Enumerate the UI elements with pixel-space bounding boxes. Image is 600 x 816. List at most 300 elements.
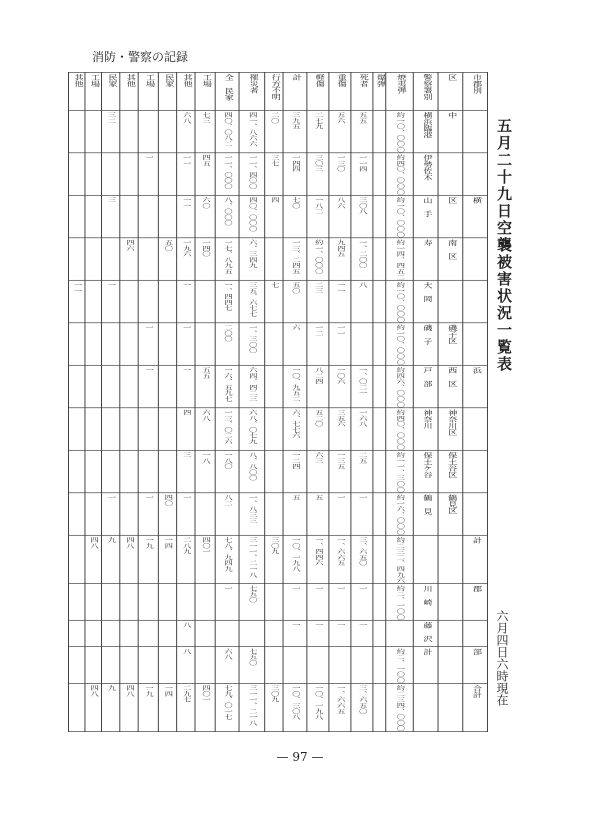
cell-value: 一九六 [181, 239, 191, 257]
row-label-shi [463, 647, 488, 684]
table-row [68, 683, 487, 731]
cell-fo [177, 647, 195, 684]
cell-value: 六八 [200, 409, 210, 421]
row-label-text: 保土谷区 [445, 451, 456, 478]
cell-value: 一一 [181, 196, 191, 209]
cell-bf [85, 620, 102, 646]
cell-ff [195, 238, 215, 280]
cell-bf [85, 647, 102, 684]
cell-tot [283, 584, 307, 621]
row-label-text: 区 [445, 196, 456, 204]
col-header-label: 全 民家 [222, 73, 233, 101]
cell-value: 一、四四七 [222, 281, 232, 311]
cell-bo [68, 280, 85, 322]
row-label-shi [463, 620, 488, 646]
cell-value: 六、七七六 [290, 409, 300, 439]
cell-value: 八 [181, 648, 191, 655]
col-header-hf [138, 72, 158, 110]
row-label-police [413, 408, 438, 450]
cell-lig [307, 323, 329, 365]
cell-bf [85, 280, 102, 322]
cell-lig [307, 365, 329, 407]
cell-value: 一〇、三〇八 [290, 684, 300, 720]
cell-hp [158, 195, 176, 237]
cell-inc [386, 323, 414, 365]
cell-hp [158, 280, 176, 322]
row-label-police [413, 620, 438, 646]
row-label-text: 浜 [470, 366, 481, 374]
cell-inc [386, 153, 414, 195]
cell-bo [68, 493, 85, 535]
cell-value: 一 [290, 585, 300, 591]
cell-hf [138, 195, 158, 237]
cell-lig [307, 450, 329, 492]
cell-sev [329, 323, 351, 365]
cell-fp [215, 238, 239, 280]
cell-value: 一、〇二一 [357, 366, 367, 396]
cell-value: 一一、〇〇〇 [222, 154, 232, 190]
table-row [68, 195, 487, 237]
cell-bomb [373, 450, 386, 492]
cell-lig [307, 153, 329, 195]
cell-value: 五〇 [162, 239, 173, 252]
cell-value: 四 [181, 409, 191, 416]
cell-value: 一 [335, 585, 345, 591]
table-row [68, 620, 487, 646]
cell-value: 八、八〇〇 [247, 451, 257, 481]
cell-dead [351, 110, 373, 152]
cell-value: 一、三〇〇 [247, 324, 257, 354]
cell-ff [195, 647, 215, 684]
cell-value: 一八 [200, 451, 210, 464]
cell-bf [85, 450, 102, 492]
cell-value: 六、三四九 [247, 239, 257, 269]
row-label-ku [438, 450, 463, 492]
cell-value: 三五六 [335, 409, 345, 427]
cell-bp [101, 647, 119, 684]
cell-ho [120, 323, 138, 365]
cell-tot [283, 535, 307, 583]
cell-lig [307, 584, 329, 621]
cell-value: 三〇九 [269, 536, 279, 555]
cell-hf [138, 408, 158, 450]
cell-vic [239, 647, 265, 684]
cell-sev [329, 450, 351, 492]
cell-value: 七九、〇一七 [222, 684, 232, 720]
cell-value: 九四五 [335, 239, 345, 257]
cell-mis [265, 620, 283, 646]
cell-dead [351, 238, 373, 280]
row-label-text: 部 [470, 648, 481, 655]
cell-ho [120, 280, 138, 322]
cell-value: 約四〇、〇〇〇 [394, 409, 405, 450]
col-header-label: 工場 [88, 73, 99, 87]
cell-value: 三五、六七七 [247, 281, 257, 317]
cell-ff [195, 323, 215, 365]
cell-fo [177, 110, 195, 152]
col-header-label: 軽傷 [313, 73, 324, 87]
cell-value: 一〇、一九八 [313, 684, 323, 720]
header-police [413, 72, 438, 110]
table-title: 五月二十九日空襲被害状況一覧表 [495, 118, 513, 373]
cell-bf [85, 493, 102, 535]
cell-value: 一四 [162, 536, 173, 549]
cell-value: 八六 [335, 196, 345, 209]
cell-value: 一四四 [290, 154, 300, 172]
row-label-ku [438, 110, 463, 152]
cell-value: 一一 [335, 324, 345, 336]
row-label-police [413, 647, 438, 684]
cell-fp [215, 110, 239, 152]
cell-value: 四八 [124, 536, 134, 549]
cell-inc [386, 450, 414, 492]
cell-fp [215, 493, 239, 535]
cell-hp [158, 110, 176, 152]
cell-dead [351, 153, 373, 195]
cell-value: 一八〇 [222, 451, 232, 470]
cell-value: 七五〇 [247, 648, 257, 666]
cell-tot [283, 110, 307, 152]
row-label-police [413, 493, 438, 535]
cell-inc [386, 238, 414, 280]
cell-tot [283, 620, 307, 646]
cell-value: 一 [143, 324, 153, 331]
table-row [68, 647, 487, 684]
cell-dead [351, 620, 373, 646]
cell-vic [239, 153, 265, 195]
cell-inc [386, 408, 414, 450]
cell-lig [307, 535, 329, 583]
cell-hp [158, 323, 176, 365]
row-label-ku [438, 323, 463, 365]
row-label-police [413, 584, 438, 621]
col-header-label: 死者 [357, 73, 368, 87]
cell-vic [239, 683, 265, 731]
cell-ff [195, 110, 215, 152]
cell-value: 約一〇、〇〇〇 [394, 196, 405, 238]
cell-value: 九 [106, 536, 116, 543]
cell-vic [239, 110, 265, 152]
table-row [68, 584, 487, 621]
cell-bp [101, 450, 119, 492]
cell-ff [195, 365, 215, 407]
cell-hf [138, 493, 158, 535]
row-label-ku [438, 683, 463, 731]
cell-value: 四五 [200, 154, 210, 167]
cell-ff [195, 584, 215, 621]
cell-sev [329, 238, 351, 280]
cell-value: 四〇、〇〇〇 [247, 196, 257, 232]
cell-value: 七五〇 [247, 585, 257, 603]
cell-inc [386, 683, 414, 731]
cell-value: 約一〇、〇〇〇 [394, 281, 405, 323]
cell-bp [101, 153, 119, 195]
cell-tot [283, 365, 307, 407]
cell-value: 六〇 [200, 196, 210, 209]
cell-tot [283, 323, 307, 365]
row-label-police [413, 323, 438, 365]
cell-value: 約二三二、四九六 [394, 536, 405, 584]
cell-sev [329, 195, 351, 237]
cell-inc [386, 365, 414, 407]
cell-value: 一一 [335, 281, 345, 294]
col-header-label: 重傷 [335, 73, 346, 87]
cell-inc [386, 493, 414, 535]
cell-sev [329, 365, 351, 407]
cell-value: 一九 [143, 684, 153, 697]
cell-value: 一〇、九五二 [290, 366, 300, 402]
cell-hp [158, 584, 176, 621]
cell-bf [85, 365, 102, 407]
cell-hf [138, 153, 158, 195]
cell-value: 一九 [143, 536, 153, 549]
cell-ff [195, 493, 215, 535]
row-label-shi [463, 450, 488, 492]
col-header-bf [85, 72, 102, 110]
table-row [68, 280, 487, 322]
row-label-text: 大 岡 [421, 281, 432, 302]
cell-dead [351, 647, 373, 684]
cell-value: 五 [313, 494, 323, 501]
cell-lig [307, 195, 329, 237]
cell-value: 三〇九 [269, 684, 279, 703]
cell-value: 一、二〇〇 [357, 239, 367, 269]
row-label-ku [438, 365, 463, 407]
cell-value: 一一 [72, 281, 82, 294]
cell-value: 一四 [162, 684, 173, 697]
col-header-dead [351, 72, 373, 110]
cell-inc [386, 280, 414, 322]
cell-fp [215, 195, 239, 237]
cell-value: 一一 [181, 154, 191, 167]
cell-value: 一 [335, 621, 345, 628]
cell-dead [351, 195, 373, 237]
cell-fo [177, 493, 195, 535]
row-label-text: 中 [445, 111, 456, 119]
row-label-text: 川 崎 [421, 585, 432, 606]
cell-ff [195, 408, 215, 450]
cell-lig [307, 408, 329, 450]
cell-dead [351, 323, 373, 365]
cell-mis [265, 323, 283, 365]
cell-lig [307, 683, 329, 731]
cell-value: 一 [357, 585, 367, 591]
row-label-ku [438, 535, 463, 583]
cell-bp [101, 238, 119, 280]
cell-value: 一二 [313, 324, 323, 336]
cell-fo [177, 408, 195, 450]
cell-value: 一、六六五 [335, 536, 345, 566]
cell-value: 一七、八九五 [222, 239, 232, 275]
cell-hp [158, 450, 176, 492]
cell-bomb [373, 280, 386, 322]
cell-fp [215, 647, 239, 684]
row-label-police [413, 110, 438, 152]
cell-ff [195, 450, 215, 492]
cell-vic [239, 620, 265, 646]
cell-bp [101, 493, 119, 535]
row-label-text: 磯子区 [445, 324, 456, 344]
cell-bp [101, 195, 119, 237]
cell-value: 約四六、〇〇〇 [394, 366, 405, 408]
cell-fo [177, 238, 195, 280]
row-label-police [413, 365, 438, 407]
cell-dead [351, 683, 373, 731]
cell-ho [120, 195, 138, 237]
cell-fp [215, 280, 239, 322]
cell-fp [215, 683, 239, 731]
cell-value: 二九七 [181, 684, 191, 703]
cell-bp [101, 323, 119, 365]
cell-ff [195, 280, 215, 322]
cell-bomb [373, 408, 386, 450]
cell-value: 三 [181, 451, 191, 458]
cell-ho [120, 450, 138, 492]
row-label-text: 神奈川 [421, 409, 432, 429]
cell-tot [283, 450, 307, 492]
cell-value: 約二、一〇〇 [394, 585, 405, 620]
cell-hp [158, 153, 176, 195]
cell-bp [101, 408, 119, 450]
cell-value: 一三五 [335, 451, 345, 470]
cell-value: 六八 [222, 648, 232, 660]
cell-bomb [373, 535, 386, 583]
cell-vic [239, 365, 265, 407]
row-label-text: 神奈川区 [445, 409, 456, 436]
cell-bo [68, 535, 85, 583]
cell-value: 一 [335, 494, 345, 501]
cell-bf [85, 110, 102, 152]
row-label-shi [463, 683, 488, 731]
cell-sev [329, 110, 351, 152]
cell-value: 四〇、〇八二 [222, 111, 232, 147]
cell-hp [158, 620, 176, 646]
cell-mis [265, 493, 283, 535]
cell-tot [283, 683, 307, 731]
cell-bomb [373, 238, 386, 280]
cell-value: 三一一、二一八 [247, 536, 257, 578]
cell-value: 一〇、一九八 [290, 536, 300, 572]
cell-value: 約四〇、〇〇〇 [394, 154, 405, 195]
cell-hf [138, 238, 158, 280]
cell-value: 三〇三 [313, 154, 323, 172]
cell-bo [68, 195, 85, 237]
cell-sev [329, 647, 351, 684]
col-header-sev [329, 72, 351, 110]
cell-value: 一 [290, 621, 300, 628]
row-label-text: 鶴見区 [445, 494, 456, 514]
cell-vic [239, 323, 265, 365]
cell-fp [215, 620, 239, 646]
cell-value: 一 [222, 585, 232, 591]
cell-value: 二〇 [269, 111, 279, 124]
cell-value: 一 [106, 494, 116, 501]
cell-mis [265, 110, 283, 152]
cell-value: 二三 [313, 281, 323, 294]
header-ku [438, 72, 463, 110]
cell-fo [177, 323, 195, 365]
cell-value: 二八九 [181, 536, 191, 555]
cell-value: 約二、一〇〇 [394, 648, 405, 684]
cell-bomb [373, 365, 386, 407]
cell-value: 約一〇、〇〇〇 [394, 324, 405, 365]
row-label-shi [463, 153, 488, 195]
cell-sev [329, 683, 351, 731]
cell-lig [307, 110, 329, 152]
chapter-header: 消防・警察の記録 [92, 50, 189, 64]
cell-lig [307, 238, 329, 280]
cell-bf [85, 584, 102, 621]
cell-ff [195, 535, 215, 583]
cell-hp [158, 683, 176, 731]
cell-value: 三二 [106, 111, 116, 124]
row-label-shi [463, 493, 488, 535]
cell-hf [138, 450, 158, 492]
cell-value: 四一、八六六 [247, 111, 257, 147]
cell-ho [120, 620, 138, 646]
row-label-text: 伊勢佐木 [421, 154, 432, 181]
cell-vic [239, 408, 265, 450]
cell-value: 二七九 [313, 111, 323, 130]
row-label-police [413, 450, 438, 492]
col-header-label: 工場 [143, 73, 154, 87]
col-header-label: 其他 [72, 73, 83, 87]
cell-ho [120, 110, 138, 152]
cell-value: 八 [181, 621, 191, 628]
row-label-ku [438, 647, 463, 684]
cell-bf [85, 683, 102, 731]
cell-bp [101, 365, 119, 407]
cell-value: 三 [106, 196, 116, 203]
cell-ff [195, 195, 215, 237]
table-row [68, 365, 487, 407]
cell-value: 一 [106, 281, 116, 288]
cell-vic [239, 493, 265, 535]
cell-hp [158, 493, 176, 535]
cell-hp [158, 535, 176, 583]
cell-mis [265, 535, 283, 583]
cell-bo [68, 584, 85, 621]
col-header-label: 民家 [106, 73, 117, 87]
cell-bomb [373, 683, 386, 731]
table-row [68, 323, 487, 365]
cell-dead [351, 493, 373, 535]
row-label-ku [438, 238, 463, 280]
row-label-text: 計 [421, 648, 432, 655]
cell-tot [283, 408, 307, 450]
cell-value: 一 [143, 154, 153, 161]
row-label-text: 計 [470, 536, 481, 544]
cell-tot [283, 238, 307, 280]
cell-value: 一三〇 [335, 154, 345, 172]
row-label-shi [463, 323, 488, 365]
col-header-inc [386, 72, 414, 110]
cell-value: 五二〇 [313, 409, 323, 427]
cell-lig [307, 280, 329, 322]
cell-tot [283, 280, 307, 322]
cell-fp [215, 153, 239, 195]
cell-value: 約一六、〇〇〇 [394, 494, 405, 535]
cell-ho [120, 365, 138, 407]
cell-mis [265, 683, 283, 731]
cell-sev [329, 153, 351, 195]
cell-fp [215, 408, 239, 450]
cell-value: 一二四 [290, 451, 300, 470]
cell-bo [68, 683, 85, 731]
cell-value: 約一一、三〇〇 [394, 451, 405, 493]
cell-mis [265, 584, 283, 621]
cell-value: 一四〇 [200, 239, 210, 257]
